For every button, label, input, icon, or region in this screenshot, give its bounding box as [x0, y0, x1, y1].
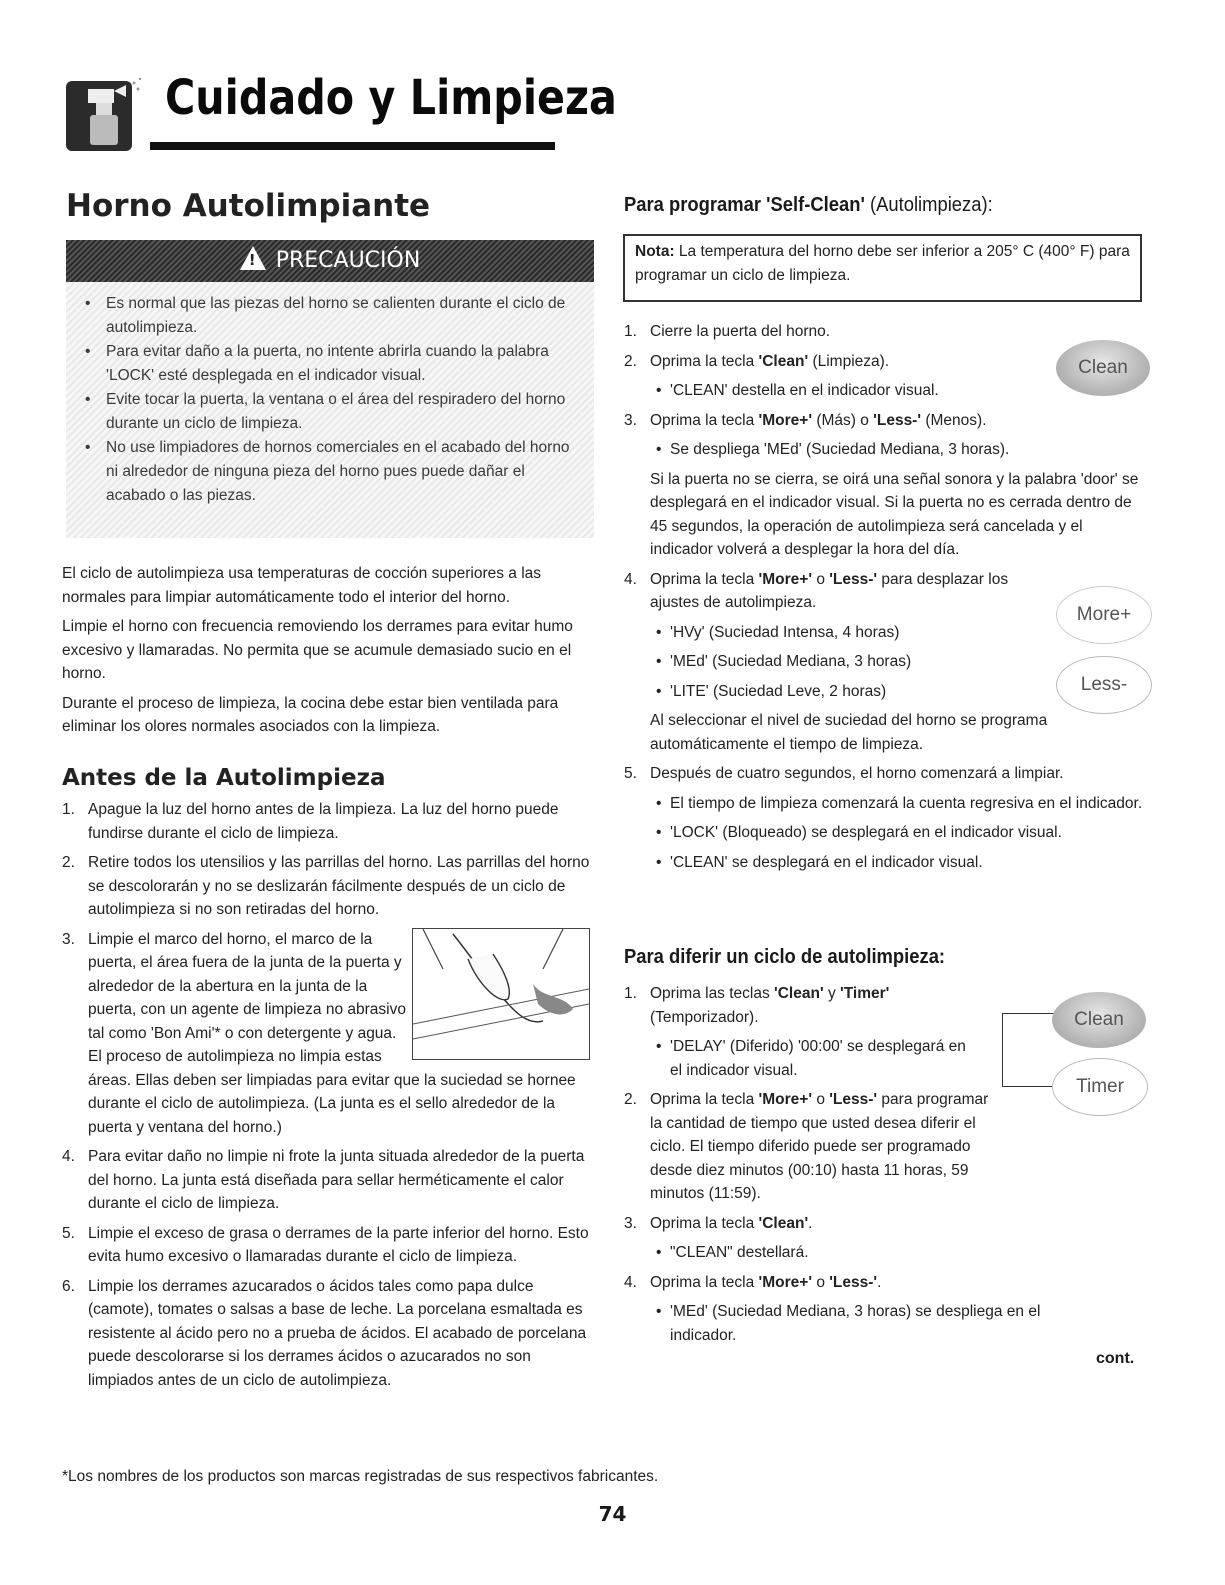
list-item: 4. Para evitar daño no limpie ni frote la junta situada alrededor de la puerta del horno. La junta está diseñada para sellar herméticamente el calor durante el ciclo de limpieza. [62, 1148, 585, 1212]
list-item: • 'CLEAN' destella en el indicador visual. [624, 379, 1144, 403]
page-number: 74 [598, 1502, 627, 1526]
bracket-connector [1002, 1013, 1055, 1087]
list-item: • 'DELAY' (Diferido) '00:00' se desplegará en el indicador visual. [624, 1035, 980, 1082]
warning-triangle-icon: ! [240, 246, 266, 270]
list-item: • Para evitar daño a la puerta, no intente abrirla cuando la palabra 'LOCK' esté desplegada en el indicador visual. [80, 340, 585, 388]
list-item: • 'MEd' (Suciedad Mediana, 3 horas) [624, 650, 1144, 674]
spray-bottle-icon [66, 75, 144, 153]
list-item: 6. Limpie los derrames azucarados o ácidos tales como papa dulce (camote), tomates o salsas a base de leche. La porcelana esmaltada es resistente al ácido pero no a prueba de ácidos. El acabado de porcelana puede descolorarse si los derrames ácidos o azucarados no son limpiados antes de un ciclo de autolimpieza. [62, 1277, 587, 1389]
list-item: 1. Cierre la puerta del horno. [624, 323, 831, 340]
program-title: Para programar 'Self-Clean' (Autolimpieza): [624, 194, 993, 216]
caution-label: PRECAUCIÓN [275, 248, 421, 273]
list-item: 5. Después de cuatro segundos, el horno comenzará a limpiar. [624, 765, 1064, 782]
page-title: Cuidado y Limpieza [165, 70, 617, 126]
oven-door-illustration [412, 928, 590, 1060]
caution-list [80, 292, 585, 508]
list-item: 3. Oprima la tecla 'More+' (Más) o 'Less-' (Menos). [624, 411, 987, 429]
paragraph: Si la puerta no se cierra, se oirá una señal sonora y la palabra 'door' se desplegará en el indicador visual. Si la puerta no es cerrada dentro de 45 segundos, la operación de autolimpieza será cancelada y el indicador volverá a desplegar la hora del día. [650, 470, 1139, 558]
list-item: 2. Retire todos los utensilios y las parrillas del horno. Las parrillas del horno se descolorarán y no se deslizarán fácilmente después de un ciclo de autolimpieza si no son retiradas del horno. [62, 854, 590, 918]
list-item: • El tiempo de limpieza comenzará la cuenta regresiva en el indicador. [624, 792, 1144, 816]
clean-key-icon: Clean [1056, 340, 1150, 396]
less-key-icon: Less- [1056, 656, 1152, 714]
delay-title: Para diferir un ciclo de autolimpieza: [624, 946, 946, 968]
list-item: 2. Oprima la tecla 'More+' o 'Less-' para programar la cantidad de tiempo que usted desea diferir el ciclo. El tiempo diferido puede ser programado desde diez minutos (00:10) hasta 11 horas, 59 minutos (11:59). [624, 1091, 989, 1202]
paragraph: Limpie el horno con frecuencia removiendo los derrames para evitar humo excesivo y llamaradas. No permita que se acumule demasiado sucio en el horno. [62, 618, 573, 682]
list-item: 2. Oprima la tecla 'Clean' (Limpieza). [624, 352, 890, 370]
paragraph: Durante el proceso de limpieza, la cocina debe estar bien ventilada para eliminar los olores normales asociados con la limpieza. [62, 694, 559, 735]
list-item: 3. Oprima la tecla 'Clean'. [624, 1214, 813, 1232]
list-item: • 'LITE' (Suciedad Leve, 2 horas) [624, 680, 1144, 704]
list-item: • No use limpiadores de hornos comerciales en el acabado del horno ni alrededor de ninguna pieza del horno pues puede dañar el acabado o las piezas. [80, 436, 585, 508]
continued-label: cont. [1096, 1350, 1135, 1367]
section-title: Horno Autolimpiante [66, 188, 431, 224]
caution-box [66, 240, 594, 538]
timer-key-icon: Timer [1052, 1058, 1148, 1116]
clean-key-icon: Clean [1052, 992, 1146, 1048]
caution-banner [66, 240, 594, 282]
before-title: Antes de la Autolimpieza [62, 765, 386, 791]
list-item: • Evite tocar la puerta, la ventana o el área del respiradero del horno durante un ciclo de limpieza. [80, 388, 585, 436]
paragraph: El ciclo de autolimpieza usa temperaturas de cocción superiores a las normales para limpiar automáticamente todo el interior del horno. [62, 565, 542, 606]
more-key-icon: More+ [1056, 586, 1152, 644]
before-steps [62, 798, 596, 1392]
note-box: Nota: La temperatura del horno debe ser inferior a 205° C (400° F) para programar un ciclo de limpieza. [623, 234, 1142, 302]
list-item: 1. Oprima las teclas 'Clean' y 'Timer' (Temporizador). [624, 985, 890, 1026]
title-underline [150, 142, 555, 150]
list-item: • Es normal que las piezas del horno se calienten durante el ciclo de autolimpieza. [80, 292, 585, 340]
footnote: *Los nombres de los productos son marcas registradas de sus respectivos fabricantes. [62, 1468, 659, 1485]
list-item: • "CLEAN" destellará. [624, 1241, 1094, 1265]
list-item: 5. Limpie el exceso de grasa o derrames de la parte inferior del horno. Esto evita humo excesivo o llamaradas durante el ciclo de limpieza. [62, 1224, 589, 1265]
list-item: 3. Limpie el marco del horno, el marco de la puerta, el área fuera de la junta de la puerta y alrededor de la abertura en la junta de la puerta, con un agente de limpieza no abrasivo tal como 'Bon Ami'* o con detergente y agua. El proceso de autolimpieza no limpia estas áreas. Ellas deben ser limpiadas para evitar que la suciedad se hornee durante el ciclo de autolimpieza. (La junta es el sello alrededor de la puerta y ventana del horno.) [62, 930, 576, 1136]
list-item: • 'LOCK' (Bloqueado) se desplegará en el indicador visual. [624, 821, 1144, 845]
list-item: • Se despliega 'MEd' (Suciedad Mediana, 3 horas). [624, 438, 1144, 462]
list-item: • 'MEd' (Suciedad Mediana, 3 horas) se despliega en el indicador. [624, 1300, 1094, 1347]
list-item: 4. Oprima la tecla 'More+' o 'Less-'. [624, 1273, 882, 1291]
list-item: • 'HVy' (Suciedad Intensa, 4 horas) [624, 621, 1144, 645]
list-item: 1. Apague la luz del horno antes de la limpieza. La luz del horno puede fundirse durante el ciclo de limpieza. [62, 801, 559, 842]
intro-text [62, 562, 597, 745]
list-item: 4. Oprima la tecla 'More+' o 'Less-' para desplazar los ajustes de autolimpieza. [624, 570, 1009, 611]
list-item: • 'CLEAN' se desplegará en el indicador visual. [624, 851, 1144, 875]
paragraph: Al seleccionar el nivel de suciedad del horno se programa automáticamente el tiempo de limpieza. [650, 712, 1048, 753]
